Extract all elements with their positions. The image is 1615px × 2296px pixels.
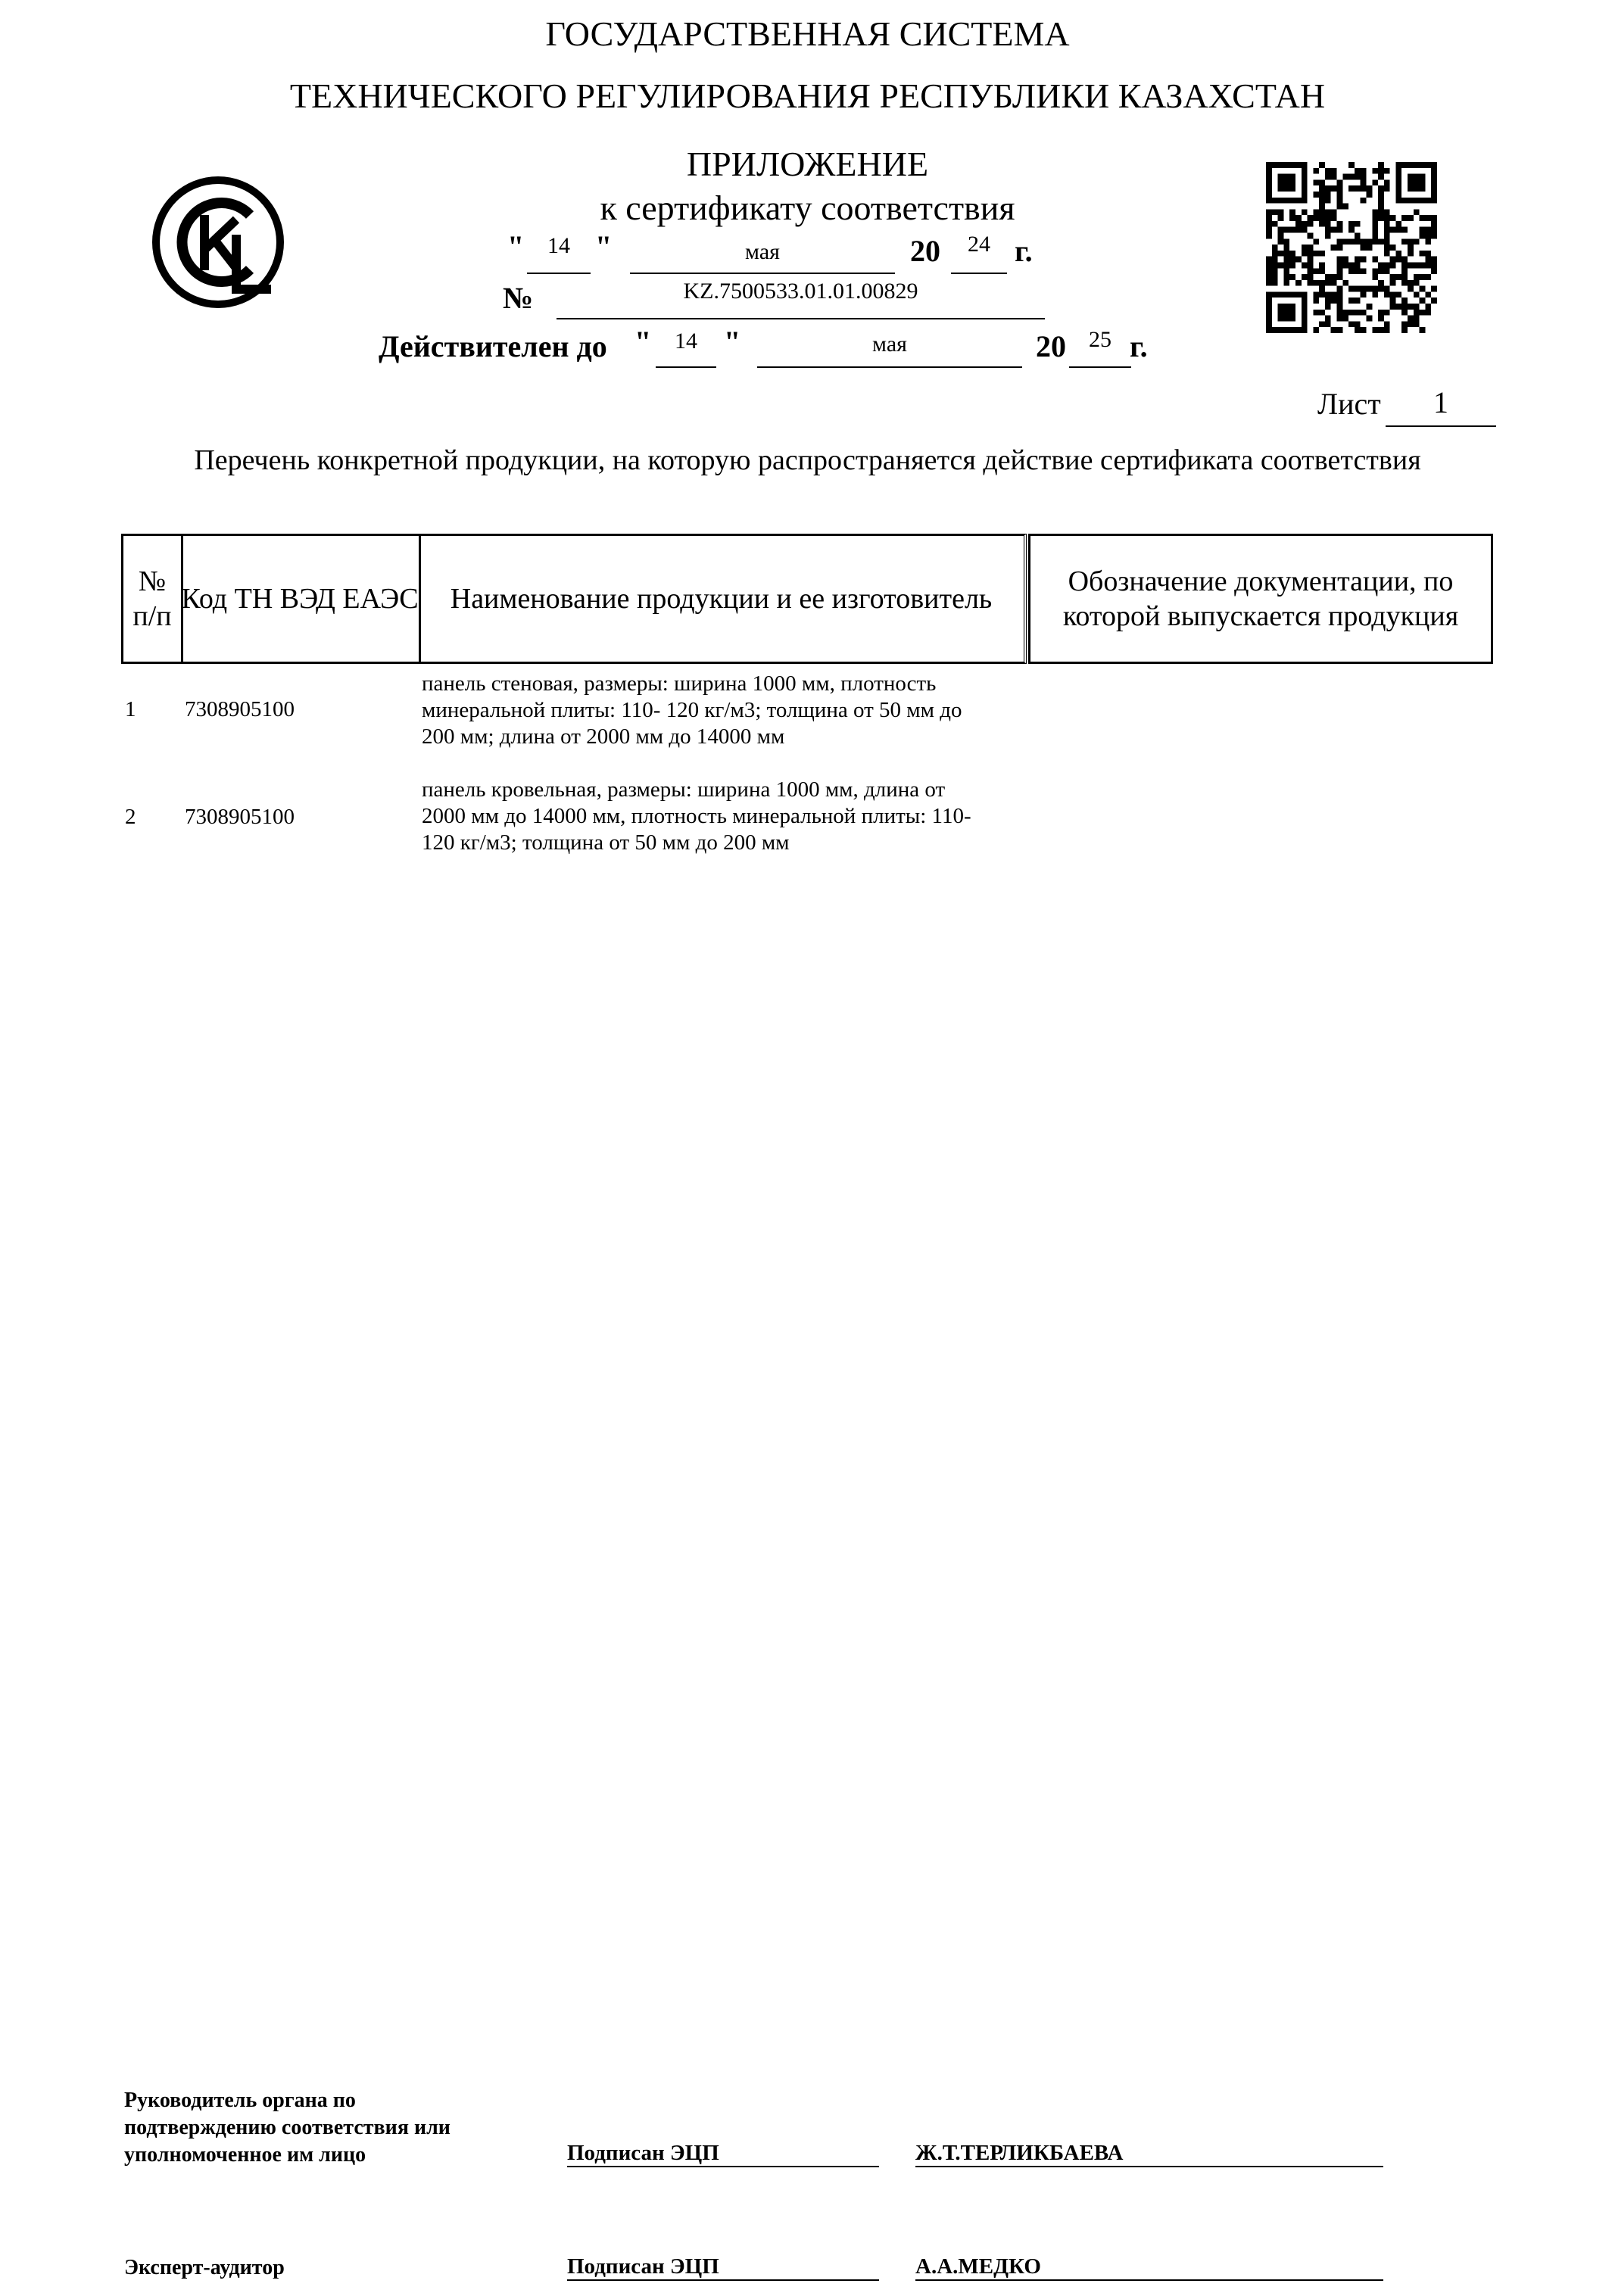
issue-month-underline <box>630 273 895 274</box>
issue-year-underline <box>951 273 1007 274</box>
valid-month: мая <box>872 332 907 357</box>
signature-1-role <box>124 2087 451 2169</box>
valid-quote-close: " <box>724 325 741 359</box>
row-2-code: 7308905100 <box>185 805 295 829</box>
cert-number-label: № <box>503 281 534 315</box>
row-1-num: 1 <box>125 697 136 721</box>
issue-day-underline <box>527 273 591 274</box>
row-1-code: 7308905100 <box>185 697 295 721</box>
sheet-label: Лист <box>1317 387 1381 421</box>
products-table <box>121 534 1493 667</box>
products-list-title: Перечень конкретной продукции, на которую распространяется действие сертификата соответствия <box>194 444 1421 476</box>
valid-year-underline <box>1069 366 1131 368</box>
signature-2-role-line: Эксперт-аудитор <box>124 2256 285 2279</box>
signature-2-name: А.А.МЕДКО <box>915 2254 1383 2281</box>
row-1-name <box>422 671 962 750</box>
row-2-num: 2 <box>125 805 136 829</box>
signature-1-role-line: Руководитель органа по <box>124 2089 356 2112</box>
row-2-name-line: панель кровельная, размеры: ширина 1000 мм, длина от <box>422 777 946 802</box>
title-line-1: ГОСУДАРСТВЕННАЯ СИСТЕМА <box>545 14 1070 53</box>
row-2-name-line: 120 кг/м3; толщина от 50 мм до 200 мм <box>422 830 790 855</box>
valid-day-underline <box>656 366 716 368</box>
issue-quote-close: " <box>595 229 613 263</box>
qr-code-icon <box>1266 162 1437 333</box>
sheet-number: 1 <box>1433 385 1448 419</box>
signature-1-name: Ж.Т.ТЕРЛИКБАЕВА <box>915 2141 1383 2167</box>
table-header-code: Код ТН ВЭД ЕАЭС <box>181 534 421 664</box>
signature-2-role <box>124 2254 285 2282</box>
sheet-number-underline <box>1386 425 1496 427</box>
table-header-name: Наименование продукции и ее изготовитель <box>419 534 1027 664</box>
valid-month-underline <box>757 366 1022 368</box>
issue-year-suffix: г. <box>1015 234 1033 268</box>
row-1-name-line: панель стеновая, размеры: ширина 1000 мм, плотность <box>422 671 937 696</box>
valid-century: 20 <box>1036 329 1066 363</box>
signature-1-signed: Подписан ЭЦП <box>567 2141 879 2167</box>
annex-subtitle: к сертификату соответствия <box>600 188 1015 227</box>
table-header-num: № п/п <box>121 534 183 664</box>
valid-day: 14 <box>675 329 697 354</box>
row-2-name-line: 2000 мм до 14000 мм, плотность минеральной плиты: 110- <box>422 804 971 828</box>
signature-1-role-line: подтверждению соответствия или <box>124 2116 451 2139</box>
valid-year: 25 <box>1089 327 1111 352</box>
issue-quote-open: " <box>507 229 525 263</box>
valid-until-label: Действителен до <box>379 329 607 363</box>
annex-title: ПРИЛОЖЕНИЕ <box>686 145 929 183</box>
signature-1-role-line: уполномоченное им лицо <box>124 2143 366 2167</box>
valid-quote-open: " <box>634 325 652 359</box>
cert-number-underline <box>557 318 1045 319</box>
cert-number: KZ.7500533.01.01.00829 <box>683 279 918 304</box>
signature-2-signed: Подписан ЭЦП <box>567 2254 879 2281</box>
issue-year: 24 <box>968 232 990 257</box>
title-line-2: ТЕХНИЧЕСКОГО РЕГУЛИРОВАНИЯ РЕСПУБЛИКИ КАЗАХСТАН <box>289 76 1326 115</box>
issue-day: 14 <box>547 233 570 258</box>
kz-conformity-logo-icon <box>151 176 285 309</box>
row-1-name-line: 200 мм; длина от 2000 мм до 14000 мм <box>422 724 785 749</box>
row-1-name-line: минеральной плиты: 110- 120 кг/м3; толщина от 50 мм до <box>422 698 962 722</box>
row-2-name <box>422 777 971 856</box>
issue-century: 20 <box>910 234 940 268</box>
table-header-doc: Обозначение документации, по которой выпускается продукция <box>1028 534 1493 664</box>
issue-month: мая <box>745 239 780 264</box>
valid-year-suffix: г. <box>1130 329 1148 363</box>
